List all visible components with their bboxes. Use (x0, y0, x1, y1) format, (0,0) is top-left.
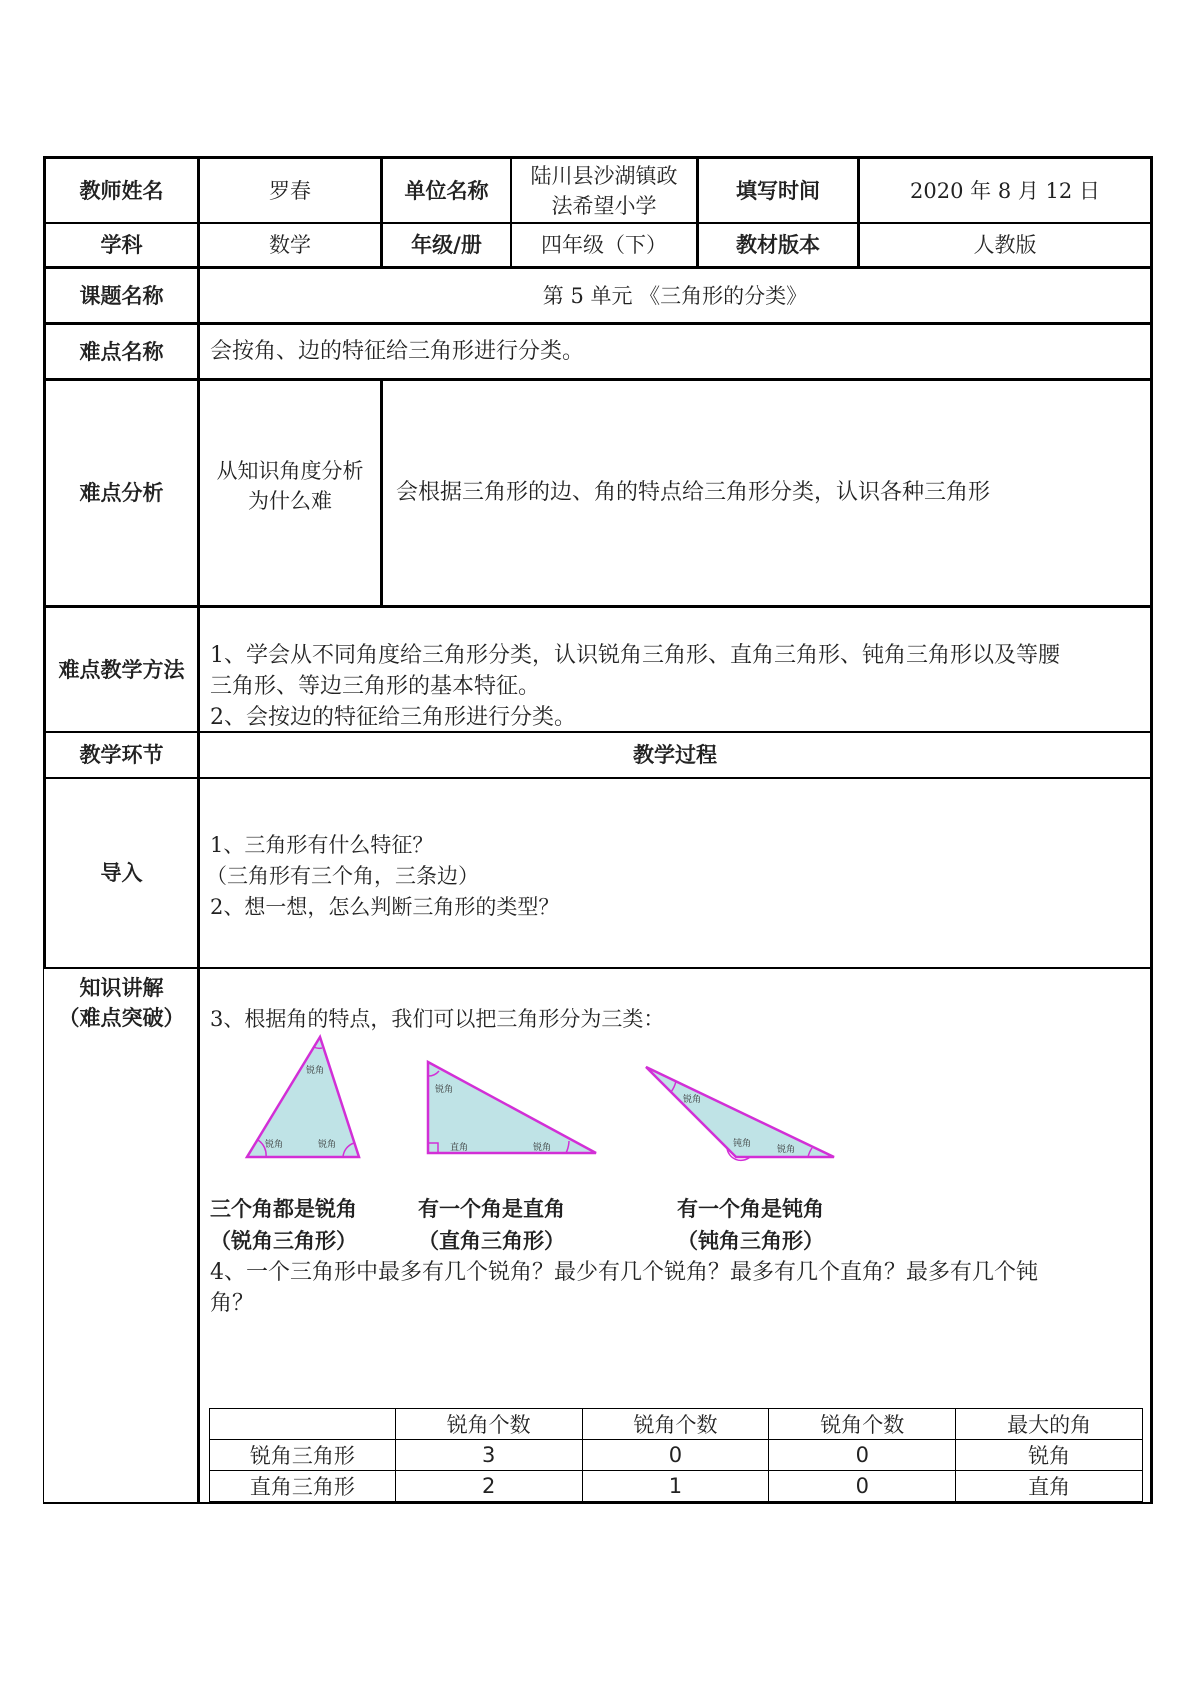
obtuse-label-left: 锐角 (683, 1095, 702, 1105)
right-label-bottom-right: 锐角 (533, 1143, 552, 1153)
angle-count-table (209, 1408, 1143, 1502)
acute-label-right: 锐角 (318, 1140, 337, 1150)
table-header-row (210, 1409, 1143, 1440)
method-label: 难点教学方法 (58, 657, 185, 682)
method-line1: 1、学会从不同角度给三角形分类，认识锐角三角形、直角三角形、钝角三角形以及等腰 (210, 643, 1060, 668)
difficulty-label: 难点名称 (79, 339, 164, 364)
table-cell: 锐角 (956, 1440, 1143, 1471)
method-line3: 2、会按边的特征给三角形进行分类。 (210, 705, 576, 730)
table-header-cell: 锐角个数 (395, 1409, 582, 1440)
acute-triangle (247, 1037, 359, 1157)
process-header-value: 教学过程 (633, 743, 717, 767)
acute-caption-1: 三个角都是锐角 (210, 1197, 357, 1221)
teacher-label: 教师姓名 (79, 178, 164, 203)
intro-label: 导入 (100, 861, 143, 885)
intro-line3: 2、想一想，怎么判断三角形的类型？ (210, 895, 560, 919)
table-cell: 3 (395, 1440, 582, 1471)
acute-caption-2: （锐角三角形） (210, 1229, 357, 1253)
analysis-sub-label-line2: 为什么难 (248, 489, 332, 513)
analysis-value: 会根据三角形的边、角的特点给三角形分类，认识各种三角形 (396, 480, 991, 505)
right-label-bottom-left: 直角 (450, 1143, 469, 1153)
table-cell: 直角 (956, 1471, 1143, 1502)
right-caption-1: 有一个角是直角 (418, 1197, 565, 1221)
analysis-sub-label-line1: 从知识角度分析 (216, 459, 364, 483)
question4-line2: 角？ (210, 1291, 255, 1316)
unit-label: 单位名称 (404, 178, 489, 203)
table-cell: 1 (582, 1471, 769, 1502)
table-row (210, 1440, 1143, 1471)
acute-label-top: 锐角 (306, 1066, 325, 1076)
obtuse-caption-2: （钝角三角形） (677, 1229, 824, 1253)
table-header-cell: 锐角个数 (769, 1409, 956, 1440)
analysis-label: 难点分析 (79, 481, 164, 505)
edition-value: 人教版 (973, 233, 1037, 257)
table-cell: 直角三角形 (210, 1471, 396, 1502)
edition-label: 教材版本 (736, 233, 820, 257)
right-caption-2: （直角三角形） (418, 1229, 565, 1253)
unit-value-line2: 法希望小学 (551, 193, 657, 218)
table-cell: 0 (582, 1440, 769, 1471)
obtuse-label-bottom: 钝角 (733, 1139, 752, 1149)
topic-label: 课题名称 (79, 283, 164, 308)
obtuse-label-right: 锐角 (777, 1145, 796, 1155)
table-cell: 锐角三角形 (210, 1440, 396, 1471)
difficulty-value: 会按角、边的特征给三角形进行分类。 (210, 338, 585, 364)
unit-value-line1: 陆川县沙湖镇政 (530, 163, 678, 188)
teacher-value: 罗春 (269, 178, 311, 203)
date-label: 填写时间 (736, 178, 820, 203)
obtuse-caption-1: 有一个角是钝角 (677, 1197, 824, 1221)
intro-line2: （三角形有三个角，三条边） (206, 864, 479, 888)
subject-label: 学科 (100, 233, 143, 257)
topic-value: 第 5 单元 《三角形的分类》 (542, 283, 808, 308)
knowledge-label-line2: （难点突破） (58, 1006, 185, 1030)
knowledge-label-line1: 知识讲解 (79, 976, 164, 1000)
table-cell: 2 (395, 1471, 582, 1502)
intro-line1: 1、三角形有什么特征？ (210, 833, 434, 857)
question4-line1: 4、一个三角形中最多有几个锐角？最少有几个锐角？最多有几个直角？最多有几个钝 (210, 1260, 1038, 1285)
date-value: 2020 年 8 月 12 日 (910, 178, 1100, 203)
table-header-cell: 最大的角 (956, 1409, 1143, 1440)
table-row (210, 1471, 1143, 1502)
right-label-top: 锐角 (435, 1085, 454, 1095)
acute-label-left: 锐角 (265, 1140, 284, 1150)
table-header-cell (210, 1409, 396, 1440)
knowledge-line1: 3、根据角的特点，我们可以把三角形分为三类： (210, 1007, 665, 1031)
grade-value: 四年级（下） (541, 233, 667, 257)
method-line2: 三角形、等边三角形的基本特征。 (210, 674, 541, 699)
process-header-label: 教学环节 (79, 743, 164, 767)
table-cell: 0 (769, 1471, 956, 1502)
grade-label: 年级/册 (411, 233, 482, 257)
subject-value: 数学 (269, 233, 311, 257)
right-triangle (428, 1062, 596, 1153)
table-cell: 0 (769, 1440, 956, 1471)
table-header-cell: 锐角个数 (582, 1409, 769, 1440)
